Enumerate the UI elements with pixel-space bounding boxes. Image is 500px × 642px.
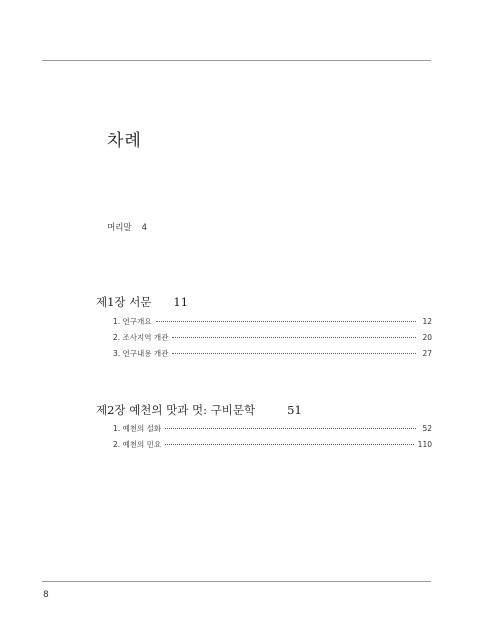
bottom-rule [42,581,431,582]
entry-label: 3. 연구내용 개관 [113,349,169,358]
page-number: 8 [43,590,49,600]
entry-page: 27 [422,349,432,358]
top-rule [42,60,431,61]
entry-page: 12 [422,317,432,326]
chapter-2-heading[interactable] [96,402,302,418]
entry-label: 2. 예천의 민요 [113,440,162,449]
entry-page: 52 [422,424,432,433]
entry-page: 110 [417,440,432,449]
dot-leader [172,336,416,338]
chapter-page: 51 [287,403,302,417]
toc-entry[interactable] [113,423,432,434]
dot-leader [156,320,416,322]
preface-label: 머리말 [107,223,132,233]
toc-title: 차례 [107,131,142,151]
toc-entry[interactable] [113,332,432,343]
dot-leader [165,443,414,445]
toc-entry[interactable] [113,348,432,359]
dot-leader [172,352,416,354]
entry-label: 2. 조사지역 개관 [113,333,169,342]
preface-entry[interactable] [107,221,147,233]
entry-label: 1. 연구개요 [113,317,152,326]
chapter-title: 제2장 예천의 맛과 멋: 구비문학 [96,403,256,417]
entry-page: 20 [422,333,432,342]
entry-label: 1. 예천의 설화 [113,424,162,433]
toc-entry[interactable] [113,316,432,327]
preface-page: 4 [141,223,148,233]
toc-entry[interactable] [113,439,432,450]
chapter-title: 제1장 서문 [96,295,152,309]
chapter-page: 11 [173,295,189,309]
dot-leader [165,427,416,429]
chapter-1-heading[interactable] [96,294,188,310]
